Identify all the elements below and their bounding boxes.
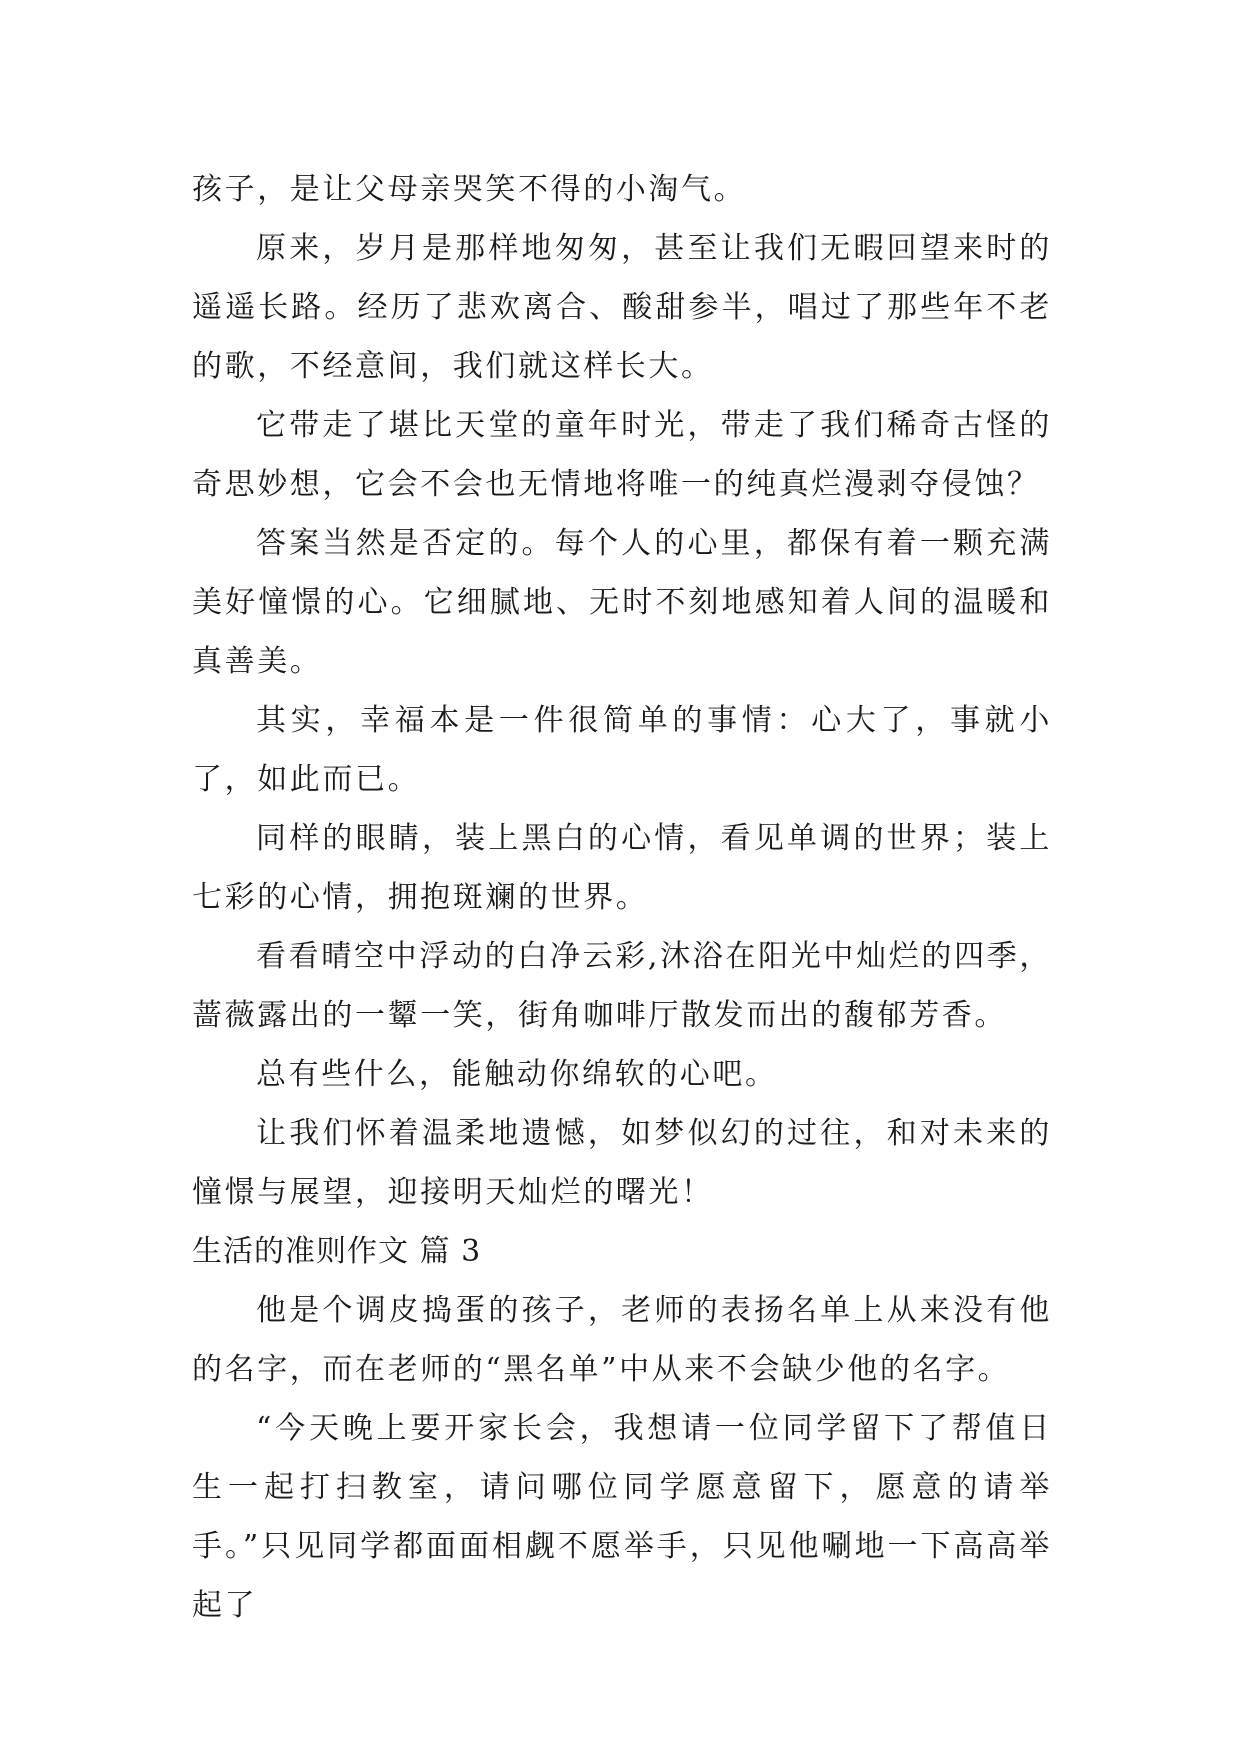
paragraph: “今天晚上要开家长会，我想请一位同学留下了帮值日生一起打扫教室，请问哪位同学愿意留下，愿意的请举手。”只见同学都面面相觑不愿举手，只见他唰地一下高高举起了: [192, 1411, 1052, 1623]
paragraph: 看看晴空中浮动的白净云彩,沐浴在阳光中灿烂的四季，蔷薇露出的一颦一笑，街角咖啡厅散发而出的馥郁芳香。: [192, 939, 1052, 1033]
paragraph: 让我们怀着温柔地遗憾，如梦似幻的过往，和对未来的憧憬与展望，迎接明天灿烂的曙光！: [192, 1116, 1052, 1210]
paragraph: 孩子，是让父母亲哭笑不得的小淘气。: [192, 172, 747, 207]
paragraph: 答案当然是否定的。每个人的心里，都保有着一颗充满美好憧憬的心。它细腻地、无时不刻地感知着人间的温暖和真善美。: [192, 526, 1052, 679]
paragraph: 原来，岁月是那样地匆匆，甚至让我们无暇回望来时的遥遥长路。经历了悲欢离合、酸甜参半，唱过了那些年不老的歌，不经意间，我们就这样长大。: [192, 231, 1052, 384]
paragraph: 其实，幸福本是一件很简单的事情：心大了，事就小了，如此而已。: [192, 703, 1052, 797]
document-body: [192, 160, 1052, 1635]
section-heading: 生活的准则作文 篇 3: [192, 1234, 482, 1269]
paragraph: 总有些什么，能触动你绵软的心吧。: [256, 1057, 778, 1092]
paragraph: 它带走了堪比天堂的童年时光，带走了我们稀奇古怪的奇思妙想，它会不会也无情地将唯一的纯真烂漫剥夺侵蚀？: [192, 408, 1052, 502]
paragraph: 同样的眼睛，装上黑白的心情，看见单调的世界；装上七彩的心情，拥抱斑斓的世界。: [192, 821, 1052, 915]
paragraph: 他是个调皮捣蛋的孩子，老师的表扬名单上从来没有他的名字，而在老师的“黑名单”中从来不会缺少他的名字。: [192, 1293, 1052, 1387]
